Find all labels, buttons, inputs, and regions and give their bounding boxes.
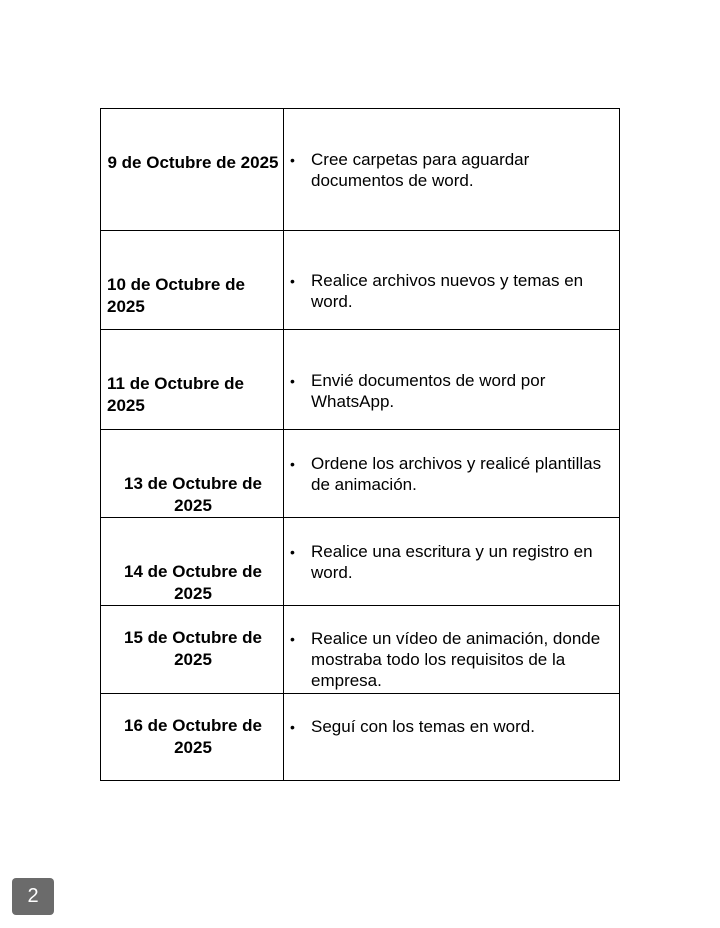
date-cell bbox=[101, 430, 284, 518]
activity-text: Seguí con los temas en word. bbox=[311, 717, 535, 736]
date-cell bbox=[101, 518, 284, 606]
bullet-icon: • bbox=[290, 373, 295, 389]
activity-text: Envié documentos de word por WhatsApp. bbox=[311, 371, 546, 411]
table-row bbox=[101, 606, 620, 694]
date-text: 10 de Octubre de 2025 bbox=[107, 275, 245, 316]
date-cell bbox=[101, 231, 284, 330]
date-cell bbox=[101, 694, 284, 781]
activity-cell bbox=[284, 109, 620, 231]
date-cell bbox=[101, 606, 284, 694]
date-cell bbox=[101, 109, 284, 231]
bullet-icon: • bbox=[290, 719, 295, 735]
activity-text: Realice un vídeo de animación, donde mostraba todo los requisitos de la empresa. bbox=[311, 629, 601, 690]
page-number-badge: 2 bbox=[12, 878, 54, 915]
bullet-icon: • bbox=[290, 152, 295, 168]
date-text: 16 de Octubre de 2025 bbox=[124, 716, 262, 757]
table-row bbox=[101, 109, 620, 231]
table-row bbox=[101, 694, 620, 781]
activity-cell bbox=[284, 606, 620, 694]
activity-text: Realice archivos nuevos y temas en word. bbox=[311, 271, 584, 311]
bullet-icon: • bbox=[290, 273, 295, 289]
bullet-icon: • bbox=[290, 631, 295, 647]
activity-text: Realice una escritura y un registro en word. bbox=[311, 542, 593, 582]
date-text: 13 de Octubre de 2025 bbox=[124, 474, 262, 515]
table-row bbox=[101, 430, 620, 518]
activity-text: Cree carpetas para aguardar documentos de word. bbox=[311, 150, 530, 190]
bullet-icon: • bbox=[290, 544, 295, 560]
activity-cell bbox=[284, 518, 620, 606]
date-text: 11 de Octubre de 2025 bbox=[107, 374, 244, 415]
date-text: 14 de Octubre de 2025 bbox=[124, 562, 262, 603]
table-row bbox=[101, 518, 620, 606]
table-row bbox=[101, 330, 620, 430]
table-row bbox=[101, 231, 620, 330]
date-text: 9 de Octubre de 2025 bbox=[107, 153, 279, 172]
activity-cell bbox=[284, 231, 620, 330]
date-cell bbox=[101, 330, 284, 430]
activity-text: Ordene los archivos y realicé plantillas de animación. bbox=[311, 454, 602, 494]
activity-cell bbox=[284, 330, 620, 430]
activity-log-table bbox=[100, 108, 620, 781]
activity-cell bbox=[284, 694, 620, 781]
date-text: 15 de Octubre de 2025 bbox=[124, 628, 262, 669]
activity-cell bbox=[284, 430, 620, 518]
bullet-icon: • bbox=[290, 456, 295, 472]
